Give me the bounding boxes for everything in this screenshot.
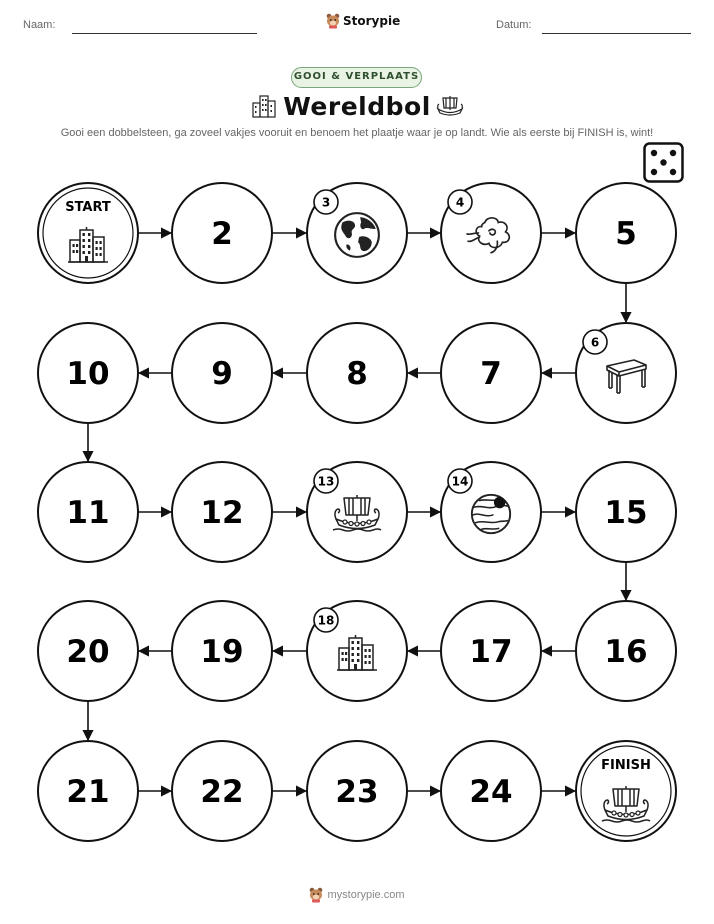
board-space-9: [172, 323, 272, 423]
board-space-1: [38, 183, 138, 283]
board-space-5: [576, 183, 676, 283]
board-space-2: [172, 183, 272, 283]
name-label: Naam:: [23, 19, 56, 31]
brand-name: Storypie: [343, 14, 401, 28]
finish-label: FINISH: [601, 758, 651, 773]
board-space-10: [38, 323, 138, 423]
board-space-17: [441, 601, 541, 701]
board-space-13: [307, 462, 407, 562]
footer-url: mystorypie.com: [327, 889, 405, 901]
space-number: 5: [615, 216, 637, 252]
space-number: 8: [346, 356, 368, 392]
space-number: 13: [317, 474, 335, 489]
space-number: 12: [200, 495, 244, 531]
board-space-19: [172, 601, 272, 701]
page-title: Wereldbol: [283, 92, 431, 121]
board-space-14: [441, 462, 541, 562]
board-space-24: [441, 741, 541, 841]
space-number: 2: [211, 216, 233, 252]
board-space-16: [576, 601, 676, 701]
board-space-8: [307, 323, 407, 423]
board-space-7: [441, 323, 541, 423]
game-type-badge: GOOI & VERPLAATS: [291, 67, 422, 88]
date-label: Datum:: [496, 19, 532, 31]
board-space-22: [172, 741, 272, 841]
space-number: 15: [604, 495, 648, 531]
board-space-15: [576, 462, 676, 562]
space-number: 22: [200, 774, 244, 810]
start-label: START: [65, 200, 111, 215]
board-space-4: [441, 183, 541, 283]
board-space-11: [38, 462, 138, 562]
board-space-12: [172, 462, 272, 562]
space-number: 19: [200, 634, 244, 670]
space-number: 14: [451, 474, 469, 489]
space-number: 21: [66, 774, 110, 810]
space-number: 23: [335, 774, 379, 810]
board-space-20: [38, 601, 138, 701]
space-number: 17: [469, 634, 513, 670]
space-number: 4: [455, 195, 465, 210]
space-number: 11: [66, 495, 110, 531]
storypie-mascot-icon: [309, 887, 323, 903]
space-number: 16: [604, 634, 648, 670]
board-space-23: [307, 741, 407, 841]
space-number: 24: [469, 774, 513, 810]
space-number: 10: [66, 356, 110, 392]
space-number: 7: [480, 356, 502, 392]
space-number: 6: [590, 335, 600, 350]
space-number: 20: [66, 634, 110, 670]
instructions: Gooi een dobbelsteen, ga zoveel vakjes vooruit en benoem het plaatje waar je op landt. Wie als eerste bij FINISH is, wint!: [60, 127, 654, 139]
board-space-6: [576, 323, 676, 423]
board-space-3: [307, 183, 407, 283]
space-number: 18: [317, 613, 335, 628]
globe-icon: [335, 213, 379, 257]
footer: [0, 887, 714, 903]
space-number: 9: [211, 356, 233, 392]
board-space-18: [307, 601, 407, 701]
space-number: 3: [321, 195, 331, 210]
planet-icon: [472, 495, 510, 533]
board-space-25: [576, 741, 676, 841]
board-space-21: [38, 741, 138, 841]
